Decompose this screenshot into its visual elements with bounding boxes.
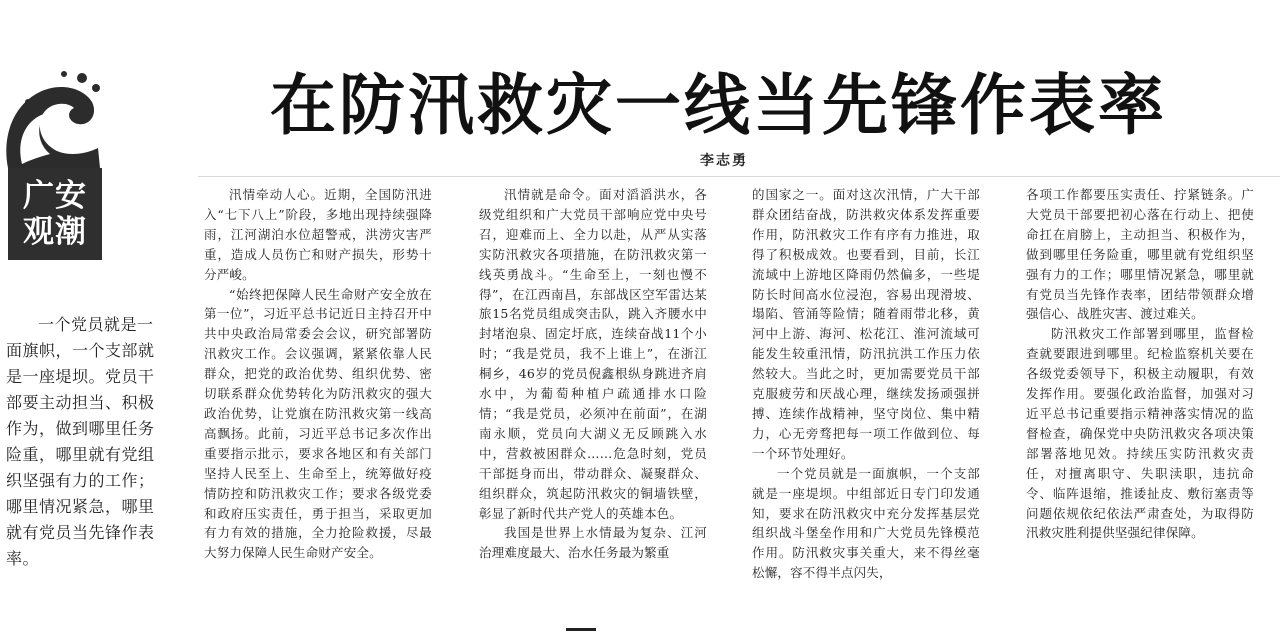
article-column-4: [1026, 185, 1254, 595]
page-mark: [566, 628, 596, 639]
pull-quote: 一个党员就是一面旗帜，一个支部就是一座堤坝。党员干部要主动担当、积极作为，做到哪里任务险重，哪里就有党组织坚强有力的工作；哪里情况紧急，哪里就有党员当先锋作表率。: [6, 315, 155, 568]
article-column-2: [479, 185, 707, 595]
article-paragraph: 各项工作都要压实责任、拧紧链条。广大党员干部要把初心落在行动上、把使命扛在肩膀上，主动担当、积极作为，做到哪里任务险重，哪里就有党组织坚强有力的工作；哪里情况紧急，哪里就有党员当先锋作表率，团结带领群众增强信心、战胜灾害、渡过难关。: [1026, 187, 1254, 322]
article-paragraph: 我国是世界上水情最为复杂、江河治理难度最大、治水任务最为繁重: [479, 525, 707, 561]
article-paragraph: 汛情就是命令。面对滔滔洪水，各级党组织和广大党员干部响应党中央号召，迎难而上、全力以赴，从严从实落实防汛救灾各项措施，在防汛救灾第一线英勇战斗。“生命至上，一刻也慢不得”，在江西南昌，东部战区空军雷达某旅15名党员组成突击队，跳入齐腰水中封堵泡泉、固定圩底，连续奋战11个小时；“我是党员，我不上谁上”，在浙江桐乡，46岁的党员倪鑫根纵身跳进齐肩水中，为葡萄种植户疏通排水口险情；“我是党员，必须冲在前面”，在湖南永顺，党员向大湖义无反顾跳入水中，营救被困群众……危急时刻，党员干部挺身而出，带动群众、凝聚群众、组织群众，筑起防汛救灾的铜墙铁壁，彰显了新时代共产党人的英雄本色。: [479, 187, 707, 521]
column-badge-line1: 广安: [23, 178, 87, 214]
wave-logo-icon: [2, 68, 104, 172]
article-paragraph: 的国家之一。面对这次汛情，广大干部群众团结奋战，防洪救灾体系发挥重要作用，防汛救灾工作有序有力推进，取得了积极成效。也要看到，目前，长江流域中上游地区降雨仍然偏多，一些堤防长时间高水位浸泡，容易出现滑坡、塌陷、管涌等险情；随着雨带北移，黄河中上游、海河、松花江、淮河流域可能发生较重汛情，防汛抗洪工作压力依然较大。当此之时，更加需要党员干部克服疲劳和厌战心理，继续发扬顽强拼搏、连续作战精神，坚守岗位、集中精力，心无旁骛把每一项工作做到位、每一个环节处理好。: [752, 187, 980, 461]
article-paragraph: “始终把保障人民生命财产安全放在第一位”，习近平总书记近日主持召开中共中央政治局常委会会议，研究部署防汛救灾工作。会议强调，紧紧依靠人民群众，把党的政治优势、组织优势、密切联系群众优势转化为防汛救灾的强大政治优势，让党旗在防汛救灾第一线高高飘扬。此前，习近平总书记多次作出重要指示批示，要求各地区和有关部门坚持人民至上、生命至上，统筹做好疫情防控和防汛救灾工作；要求各级党委和政府压实责任，勇于担当，采取更加有力有效的措施，全力抢险救援，尽最大努力保障人民生命财产安全。: [204, 286, 432, 561]
headline: 在防汛救灾一线当先锋作表率: [270, 66, 1167, 144]
byline: 李志勇: [700, 153, 748, 169]
column-badge: [8, 168, 102, 260]
article-paragraph: 汛情牵动人心。近期，全国防汛进入“七下八上”阶段，多地出现持续强降雨，江河湖泊水位超警戒，洪涝灾害严重，造成人员伤亡和财产损失，形势十分严峻。: [204, 187, 432, 282]
article-column-1: [204, 185, 432, 595]
article-column-3: [752, 185, 980, 595]
article-paragraph: 一个党员就是一面旗帜，一个支部就是一座堤坝。中组部近日专门印发通知，要求在防汛救灾中充分发挥基层党组织战斗堡垒作用和广大党员先锋模范作用。防汛救灾事关重大，来不得丝毫松懈，容不得半点闪失，: [752, 465, 980, 581]
article-paragraph: 防汛救灾工作部署到哪里，监督检查就要跟进到哪里。纪检监察机关要在各级党委领导下，积极主动履职，有效发挥作用。要强化政治监督，加强对习近平总书记重要指示精神落实情况的监督检查，确保党中央防汛救灾各项决策部署落地见效。持续压实防汛救灾责任，对擅离职守、失职渎职，违抗命令、临阵退缩，推诿扯皮、敷衍塞责等问题依规依纪依法严肃查处，为取得防汛救灾胜利提供坚强纪律保障。: [1026, 326, 1254, 541]
header-divider: [198, 176, 1280, 177]
column-badge-line2: 观潮: [23, 214, 87, 250]
